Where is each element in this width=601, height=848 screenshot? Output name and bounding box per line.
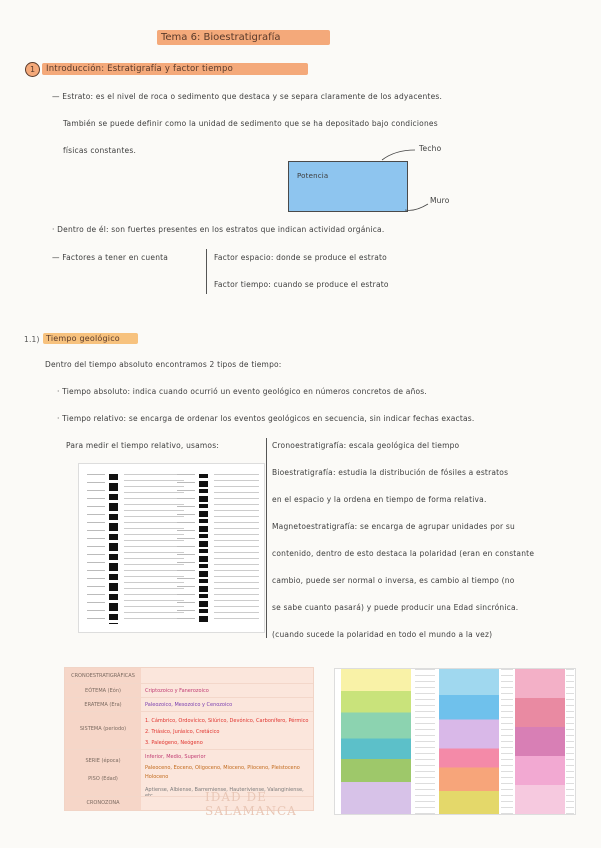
label-column-2 [124,474,184,624]
table-cell-right: 3. Paleógeno, Neógeno [145,740,203,746]
timescale-labels-3 [566,669,574,814]
subsection-heading: Tiempo geológico [46,334,120,343]
strata-arrows [370,140,450,230]
timescale-column-1 [341,669,411,814]
mag-line-2: contenido, dentro de esto destaca la polaridad (eran en constante [272,549,535,558]
magnetostratigraphy-image [78,463,265,633]
table-row [65,711,313,712]
label-column-3 [177,474,195,624]
factor-tiempo: Factor tiempo: cuando se produce el estrato [214,280,389,289]
measure-line: Para medir el tiempo relativo, usamos: [66,441,220,450]
table-cell-right: 2. Triásico, Jurásico, Cretácico [145,729,220,735]
timescale-column-3 [515,669,565,814]
table-row [65,697,313,698]
table-cell-right: Aptiense, Albiense, Barremiense, Hauteriviense, Valanginiense, etc. [145,787,304,799]
definition-end: físicas constantes. [63,146,137,155]
label-column-4 [214,474,259,624]
table-cell-right: Inferior, Medio, Superior [145,754,206,760]
fossils-line: · Dentro de él: son fuertes presentes en los estratos que indican actividad orgánica. [52,225,385,234]
label-column-1 [87,474,105,624]
potencia-label: Potencia [297,172,329,180]
estrato-definition: — Estrato: es el nivel de roca o sedimento que destaca y se separa claramente de los adyacentes. [52,92,443,101]
page-title: Tema 6: Bioestratigrafía [157,30,330,45]
brace-line [206,249,207,294]
watermark-text: IDAD DE SALAMANCA [205,790,297,818]
table-cell-right: Holoceno [145,774,169,780]
factors-line: — Factores a tener en cuenta [52,253,169,262]
section-number-badge: 1 [25,62,40,77]
relative-time-line: · Tiempo relativo: se encarga de ordenar los eventos geológicos en secuencia, sin indicar fechas exactas. [57,414,475,423]
divider-line [266,438,267,638]
mag-line-1: Magnetoestratigrafía: se encarga de agrupar unidades por su [272,522,515,531]
polarity-column-2 [199,474,208,624]
table-cell-right: Paleoceno, Eoceno, Oligoceno, Mioceno, Plioceno, Pleistoceno [145,765,300,771]
two-types-line: Dentro del tiempo absoluto encontramos 2 tipos de tiempo: [45,360,282,369]
table-cell-left: SISTEMA (periodo) [79,726,127,732]
absolute-time-line: · Tiempo absoluto: indica cuando ocurrió un evento geológico en números concretos de años. [57,387,427,396]
timescale-labels-1 [415,669,435,814]
definition-continued: También se puede definir como la unidad de sedimento que se ha depositado bajo condiciones [63,119,438,128]
muro-label: Muro [430,196,450,205]
mag-line-3: cambio, puede ser normal o inversa, es cambio al tiempo (no [272,576,515,585]
crono-line: Cronoestratigrafía: escala geológica del tiempo [272,441,460,450]
table-header: CRONOESTRATIGRÁFICAS [71,673,135,679]
table-cell-right: Criptozoico y Fanerozoico [145,688,209,694]
table-row [65,683,313,684]
bio-line-2: en el espacio y la ordena en tiempo de forma relativa. [272,495,487,504]
table-cell-left: SERIE (época) [85,758,121,764]
table-cell-right: Paleozoico, Mesozoico y Cenozoico [145,702,233,708]
geologic-timescale-image [334,668,576,815]
section-heading: Introducción: Estratigrafía y factor tiempo [46,64,234,74]
table-cell-left: EÓTEMA (Eón) [85,688,121,694]
timescale-column-2 [439,669,499,814]
timescale-labels-2 [501,669,513,814]
mag-line-5: (cuando sucede la polaridad en todo el mundo a la vez) [272,630,493,639]
polarity-column-1 [109,474,118,624]
mag-line-4: se sabe cuanto pasará) y puede producir una Edad sincrónica. [272,603,519,612]
table-cell-right: 1. Cámbrico, Ordovícico, Silúrico, Devónico, Carbonífero, Pérmico [145,718,309,724]
bio-line-1: Bioestratigrafía: estudia la distribución de fósiles a estratos [272,468,509,477]
chronostratigraphic-table [64,667,314,818]
table-cell-left: PISO (Edad) [88,776,118,782]
table-cell-left: CRONOZONA [86,800,120,806]
table-cell-left: ERATEMA (Era) [84,702,122,708]
techo-label: Techo [419,144,442,153]
table-row [65,749,313,750]
subsection-number: 1.1) [24,335,40,344]
factor-espacio: Factor espacio: donde se produce el estrato [214,253,387,262]
